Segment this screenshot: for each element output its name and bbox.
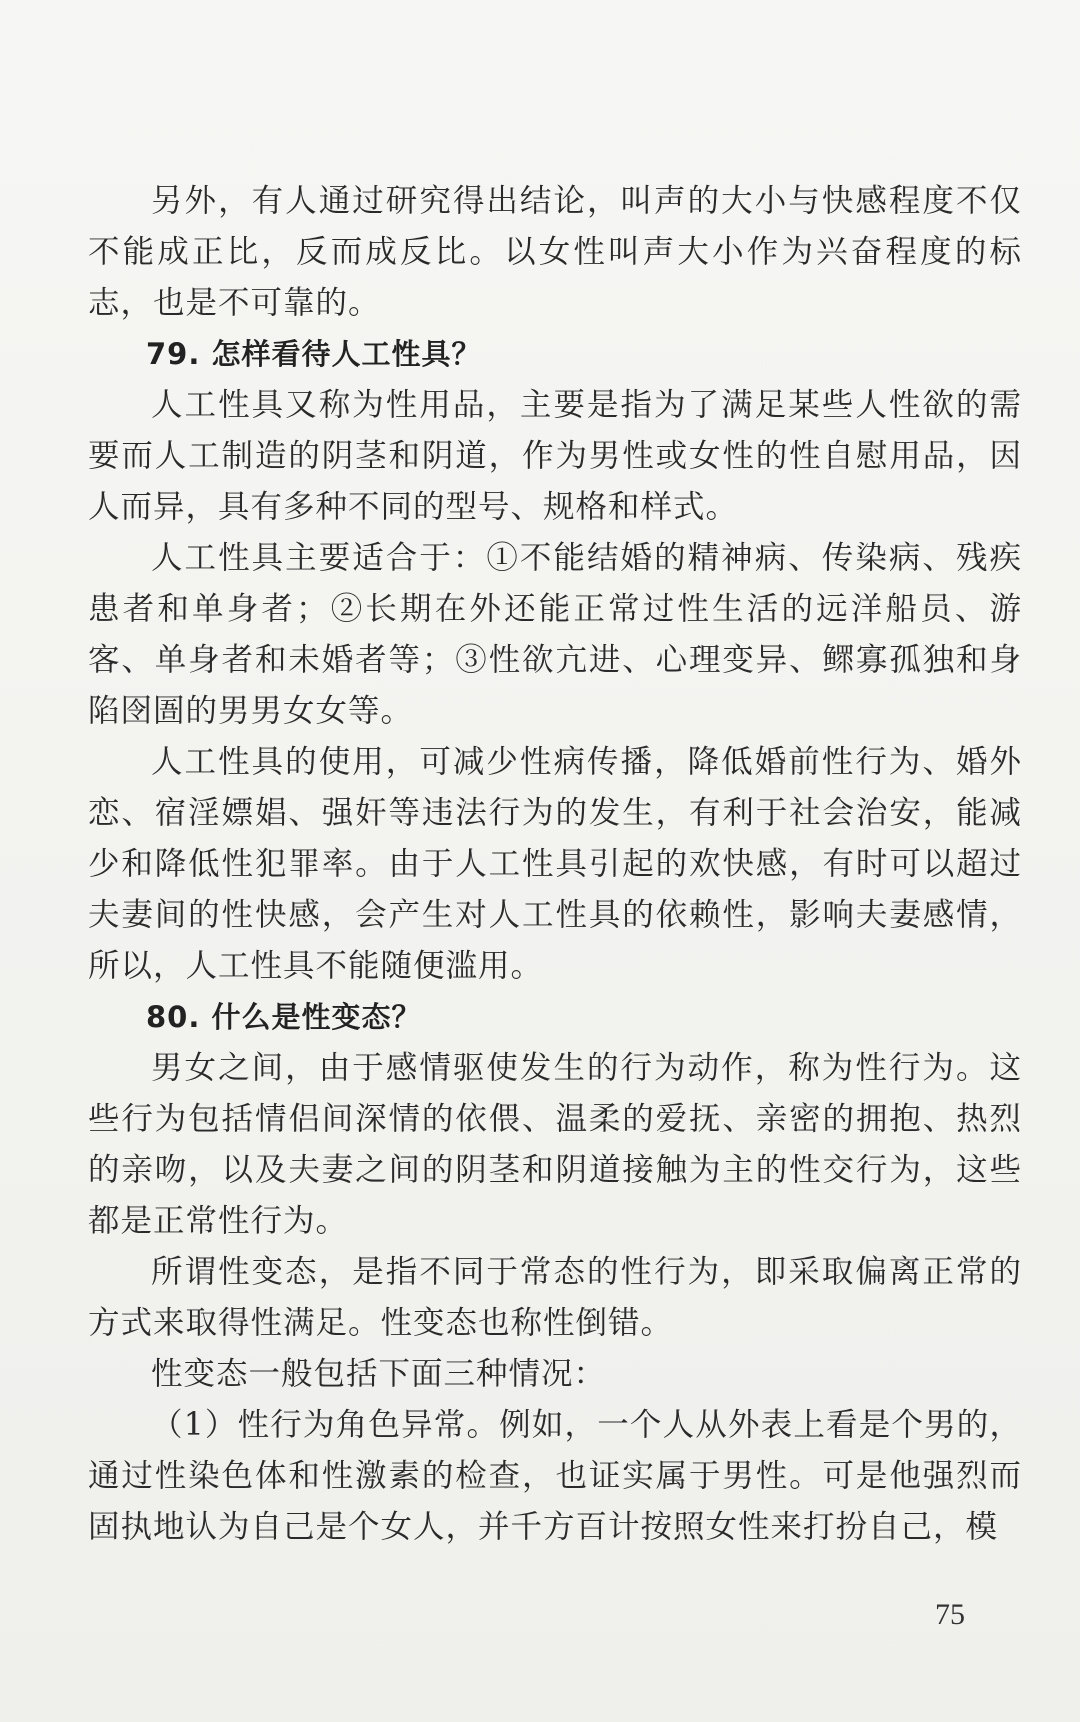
paragraph: 另外，有人通过研究得出结论，叫声的大小与快感程度不仅不能成正比，反而成反比。以女性叫声大小作为兴奋程度的标志，也是不可靠的。 bbox=[88, 183, 1022, 321]
paragraph: （1）性行为角色异常。例如，一个人从外表上看是个男的，通过性染色体和性激素的检查，也证实属于男性。可是他强烈而固执地认为自己是个女人，并千方百计按照女性来打扮自己，模 bbox=[88, 1407, 1022, 1545]
paragraph: 人工性具主要适合于：①不能结婚的精神病、传染病、残疾患者和单身者；②长期在外还能正常过性生活的远洋船员、游客、单身者和未婚者等；③性欲亢进、心理变异、鳏寡孤独和身陷囹圄的男男女女等。 bbox=[88, 540, 1022, 729]
section-heading-80: 80. 什么是性变态？ bbox=[146, 1000, 422, 1034]
paragraph: 所谓性变态，是指不同于常态的性行为，即采取偏离正常的方式来取得性满足。性变态也称性倒错。 bbox=[88, 1254, 1022, 1341]
paragraph: 人工性具的使用，可减少性病传播，降低婚前性行为、婚外恋、宿淫嫖娼、强奸等违法行为的发生，有利于社会治安，能减少和降低性犯罪率。由于人工性具引起的欢快感，有时可以超过夫妻间的性快感，会产生对人工性具的依赖性，影响夫妻感情，所以，人工性具不能随便滥用。 bbox=[88, 744, 1022, 984]
paragraph: 人工性具又称为性用品，主要是指为了满足某些人性欲的需要而人工制造的阴茎和阴道，作为男性或女性的性自慰用品，因人而异，具有多种不同的型号、规格和样式。 bbox=[88, 387, 1022, 525]
page-number: 75 bbox=[935, 1598, 965, 1631]
paragraph: 男女之间，由于感情驱使发生的行为动作，称为性行为。这些行为包括情侣间深情的依偎、温柔的爱抚、亲密的拥抱、热烈的亲吻，以及夫妻之间的阴茎和阴道接触为主的性交行为，这些都是正常性行为。 bbox=[88, 1050, 1022, 1239]
section-heading-79: 79. 怎样看待人工性具？ bbox=[146, 337, 482, 371]
body-text bbox=[88, 176, 1022, 1553]
paragraph: 性变态一般包括下面三种情况： bbox=[151, 1356, 607, 1392]
